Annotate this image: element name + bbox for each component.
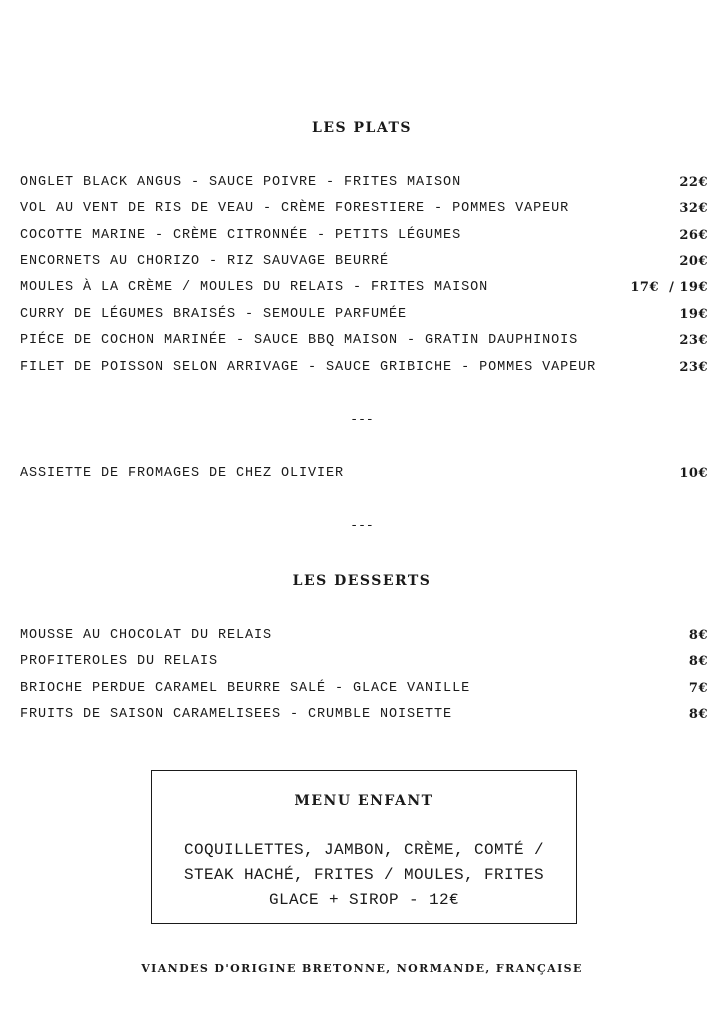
menu-item-fromage xyxy=(20,466,708,486)
menu-item-dessert xyxy=(20,628,708,648)
menu-item-plat xyxy=(20,333,708,353)
menu-enfant-line: GLACE + SIROP - 12€ xyxy=(268,891,460,909)
menu-item-name: BRIOCHE PERDUE CARAMEL BEURRE SALÉ - GLACE VANILLE xyxy=(20,681,471,696)
menu-item-name: ENCORNETS AU CHORIZO - RIZ SAUVAGE BEURRÉ xyxy=(20,254,390,269)
menu-item-name: ONGLET BLACK ANGUS - SAUCE POIVRE - FRITES MAISON xyxy=(20,175,462,190)
menu-item-name: FRUITS DE SAISON CARAMELISEES - CRUMBLE NOISETTE xyxy=(20,707,453,722)
menu-item-dessert xyxy=(20,654,708,674)
menu-item-price: 8€ xyxy=(688,707,708,722)
menu-item-name: COCOTTE MARINE - CRÈME CITRONNÉE - PETITS LÉGUMES xyxy=(20,228,462,243)
menu-item-price: 26€ xyxy=(679,228,708,243)
menu-item-plat xyxy=(20,175,708,195)
menu-enfant-line: STEAK HACHÉ, FRITES / MOULES, FRITES xyxy=(183,866,545,884)
menu-item-price: 8€ xyxy=(688,628,708,643)
menu-item-dessert xyxy=(20,707,708,727)
menu-item-price: 10€ xyxy=(679,466,708,481)
menu-item-price: 17€ / 19€ xyxy=(630,280,708,295)
menu-item-plat xyxy=(20,280,708,300)
menu-item-price: 23€ xyxy=(679,333,708,348)
menu-item-name: MOUSSE AU CHOCOLAT DU RELAIS xyxy=(20,628,273,643)
menu-item-price: 23€ xyxy=(679,360,708,375)
menu-item-plat xyxy=(20,228,708,248)
separator: --- xyxy=(350,412,374,427)
menu-item-price: 20€ xyxy=(679,254,708,269)
menu-item-name: PIÉCE DE COCHON MARINÉE - SAUCE BBQ MAISON - GRATIN DAUPHINOIS xyxy=(20,333,579,348)
menu-enfant-line: COQUILLETTES, JAMBON, CRÈME, COMTÉ / xyxy=(183,841,545,859)
menu-item-price: 19€ xyxy=(679,307,708,322)
menu-item-name: PROFITEROLES DU RELAIS xyxy=(20,654,219,669)
menu-item-price: 32€ xyxy=(679,201,708,216)
menu-item-name: FILET DE POISSON SELON ARRIVAGE - SAUCE GRIBICHE - POMMES VAPEUR xyxy=(20,360,597,375)
menu-enfant-box xyxy=(151,770,577,924)
menu-item-price: 22€ xyxy=(679,175,708,190)
menu-item-price: 7€ xyxy=(688,681,708,696)
menu-item-plat xyxy=(20,360,708,380)
section-title-plats: LES PLATS xyxy=(312,120,412,136)
menu-enfant-title: MENU ENFANT xyxy=(294,793,434,809)
section-title-desserts: LES DESSERTS xyxy=(292,573,432,589)
menu-item-name: MOULES À LA CRÈME / MOULES DU RELAIS - FRITES MAISON xyxy=(20,280,489,295)
menu-item-plat xyxy=(20,307,708,327)
origin-note: VIANDES D'ORIGINE BRETONNE, NORMANDE, FRANÇAISE xyxy=(141,962,583,975)
menu-item-plat xyxy=(20,201,708,221)
menu-item-name: CURRY DE LÉGUMES BRAISÉS - SEMOULE PARFUMÉE xyxy=(20,307,408,322)
menu-item-price: 8€ xyxy=(688,654,708,669)
menu-item-dessert xyxy=(20,681,708,701)
separator: --- xyxy=(350,518,374,533)
menu-item-name: ASSIETTE DE FROMAGES DE CHEZ OLIVIER xyxy=(20,466,345,481)
menu-item-name: VOL AU VENT DE RIS DE VEAU - CRÈME FORESTIERE - POMMES VAPEUR xyxy=(20,201,570,216)
menu-item-plat xyxy=(20,254,708,274)
